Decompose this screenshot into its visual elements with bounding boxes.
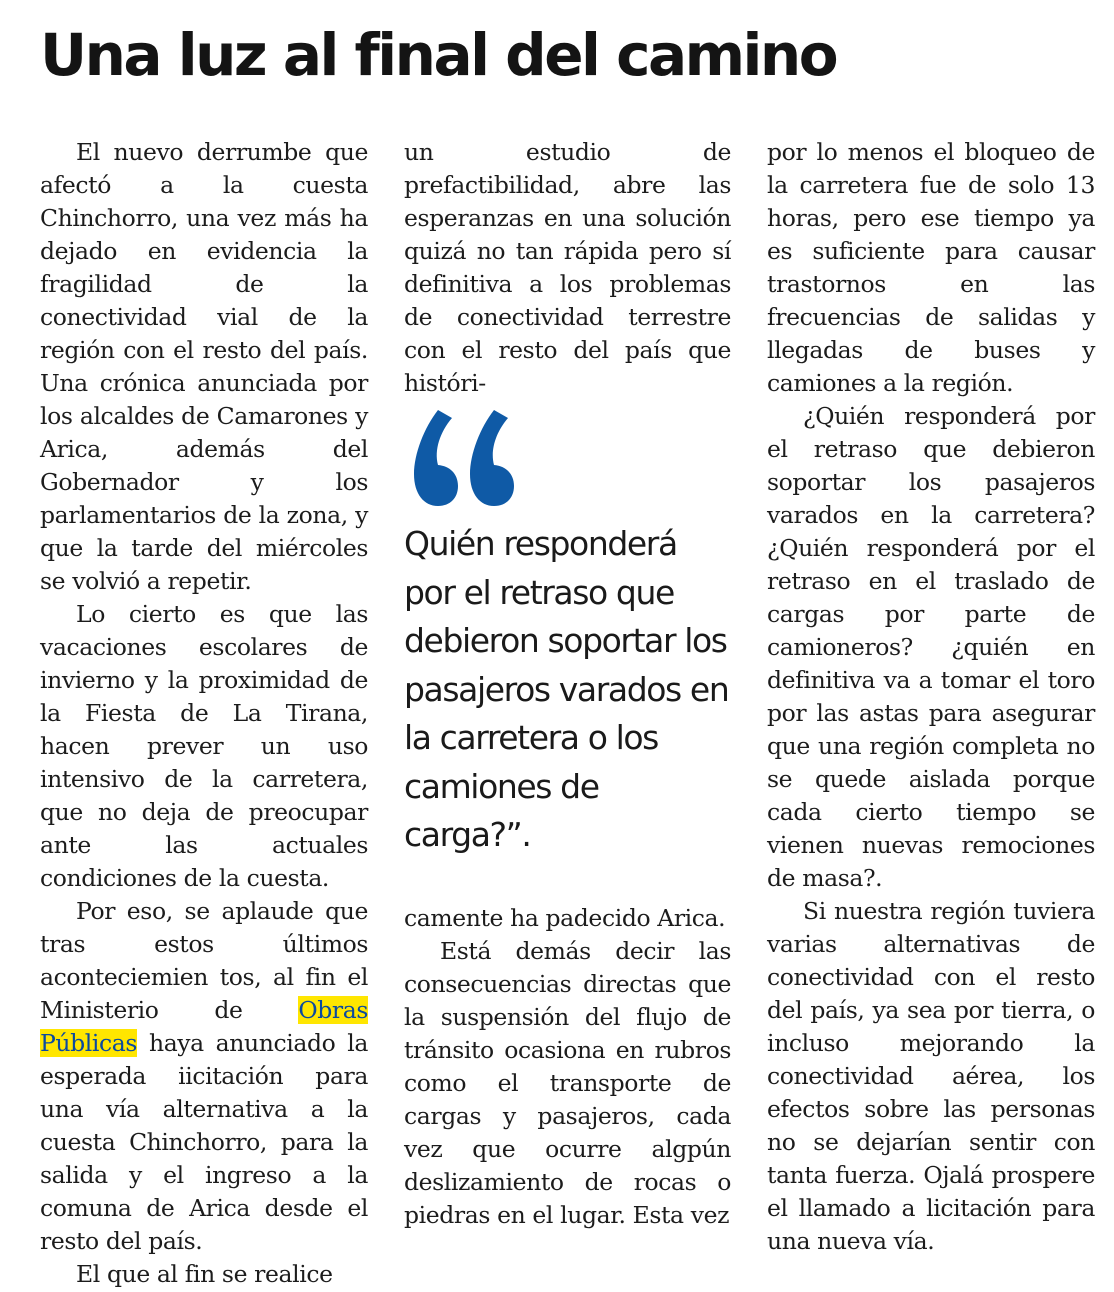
- paragraph-text: Por eso, se aplaude que tras estos últimos aconteciemien tos, al fin el Ministerio de: [40, 897, 368, 1024]
- column-3: [767, 136, 1095, 1258]
- paragraph: Si nuestra región tuviera varias alternativas de conectividad con el resto del país, ya sea por tierra, o incluso mejorando la conectividad aérea, los efectos sobre las personas no se dejarían sentir con tanta fuerza. Ojalá prospere el llamado a licitación para una nueva vía.: [767, 897, 1095, 1255]
- column-2-bottom: [404, 902, 731, 1232]
- paragraph: El que al fin se realice: [76, 1260, 333, 1288]
- paragraph: [40, 895, 368, 1258]
- paragraph: ¿Quién responderá por el retraso que debieron soportar los pasajeros varados en la carretera? ¿Quién responderá por el retraso en el traslado de cargas por parte de camioneros? ¿quién en definitiva va a tomar el toro por las astas para asegurar que una región completa no se quede aislada porque cada cierto tiempo se vienen nuevas remociones de masa?.: [767, 402, 1095, 892]
- quote-mark-icon: [408, 402, 528, 512]
- paragraph: camente ha padecido Arica.: [404, 904, 726, 932]
- column-2-top: [404, 136, 731, 400]
- paragraph: El nuevo derrumbe que afectó a la cuesta Chinchorro, una vez más ha dejado en evidencia la fragilidad de la conectividad vial de la región con el resto del país. Una crónica anunciada por los alcaldes de Camarones y Arica, además del Gobernador y los parlamentarios de la zona, y que la tarde del miércoles se volvió a repetir.: [40, 138, 368, 595]
- paragraph: por lo menos el bloqueo de la carretera fue de solo 13 horas, pero ese tiempo ya es suficiente para causar trastornos en las frecuencias de salidas y llegadas de buses y camiones a la región.: [767, 138, 1095, 397]
- paragraph: Lo cierto es que las vacaciones escolares de invierno y la proximidad de la Fiesta de La Tirana, hacen prever un uso intensivo de la carretera, que no deja de preocupar ante las actuales condiciones de la cuesta.: [40, 600, 368, 892]
- paragraph-text: haya anunciado la esperada iicitación para una vía alternativa a la cuesta Chinchorro, para la salida y el ingreso a la comuna de Arica desde el resto del país.: [40, 1029, 368, 1255]
- paragraph: un estudio de prefactibilidad, abre las esperanzas en una solución quizá no tan rápida pero sí definitiva a los problemas de conectividad terrestre con el resto del país que históri-: [404, 138, 731, 397]
- article-headline: Una luz al final del camino: [40, 21, 837, 89]
- highlighted-term: Obras Públicas: [40, 996, 368, 1057]
- column-1: [40, 136, 368, 1291]
- paragraph: Está demás decir las consecuencias directas que la suspensión del flujo de tránsito ocasiona en rubros como el transporte de cargas y pasajeros, cada vez que ocurre algpún deslizamiento de rocas o piedras en el lugar. Esta vez: [404, 937, 731, 1229]
- pull-quote: Quién responderá por el retraso que debieron soportar los pasajeros varados en la carretera o los camiones de carga?”.: [404, 524, 729, 854]
